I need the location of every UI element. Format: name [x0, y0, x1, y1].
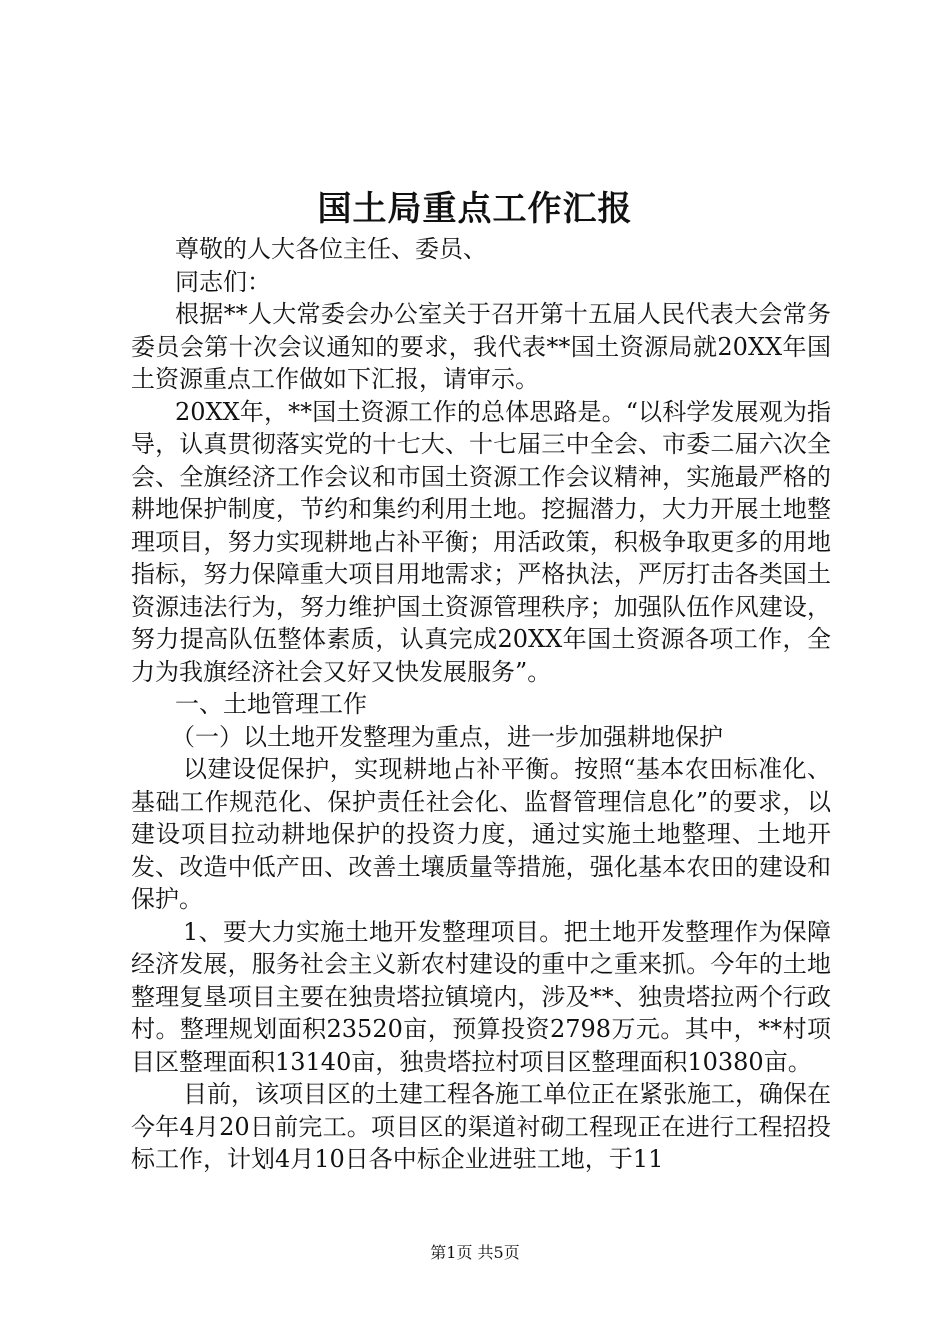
section-heading-land-management: 一、土地管理工作 [175, 690, 367, 718]
salutation-line-2: 同志们： [175, 267, 271, 296]
paragraph-current-status: 目前，该项目区的土建工程各施工单位正在紧张施工，确保在今年4月20日前完工。项目区的渠道衬砌工程现正在进行工程招投标工作，计划4月10日各中标企业进驻工地，于11 [131, 1080, 831, 1173]
paragraph-intro: 根据**人大常委会办公室关于召开第十五届人民代表大会常务委员会第十次会议通知的要求，我代表**国土资源局就20XX年国土资源重点工作做如下汇报，请审示。 [131, 300, 831, 393]
document-title: 国土局重点工作汇报 [317, 189, 633, 229]
subsection-heading-land-development: （一）以土地开发整理为重点，进一步加强耕地保护 [171, 722, 723, 751]
paragraph-item-1-land-projects: 1、要大力实施土地开发整理项目。把土地开发整理作为保障经济发展，服务社会主义新农村建设的重中之重来抓。今年的土地整理复垦项目主要在独贵塔拉镇境内，涉及**、独贵塔拉两个行政村。整理规划面积23520亩，预算投资2798万元。其中，**村项目区整理面积13140亩，独贵塔拉村项目区整理面积10380亩。 [131, 917, 831, 1076]
page-footer: 第1页 共5页 [430, 1243, 520, 1262]
salutation-line-1: 尊敬的人大各位主任、委员、 [175, 235, 487, 263]
paragraph-construction-protection: 以建设促保护，实现耕地占补平衡。按照“基本农田标准化、基础工作规范化、保护责任社会化、监督管理信息化”的要求，以建设项目拉动耕地保护的投资力度，通过实施土地整理、土地开发、改造中低产田、改善土壤质量等措施，强化基本农田的建设和保护。 [131, 755, 831, 913]
document-body [131, 233, 831, 1176]
paragraph-overall-approach: 20XX年，**国土资源工作的总体思路是。“以科学发展观为指导，认真贯彻落实党的十七大、十七届三中全会、市委二届六次全会、全旗经济工作会议和市国土资源工作会议精神，实施最严格的耕地保护制度，节约和集约利用土地。挖掘潜力，大力开展土地整理项目，努力实现耕地占补平衡；用活政策，积极争取更多的用地指标，努力保障重大项目用地需求；严格执法，严厉打击各类国土资源违法行为，努力维护国土资源管理秩序；加强队伍作风建设，努力提高队伍整体素质，认真完成20XX年国土资源各项工作，全力为我旗经济社会又好又快发展服务”。 [131, 397, 831, 686]
